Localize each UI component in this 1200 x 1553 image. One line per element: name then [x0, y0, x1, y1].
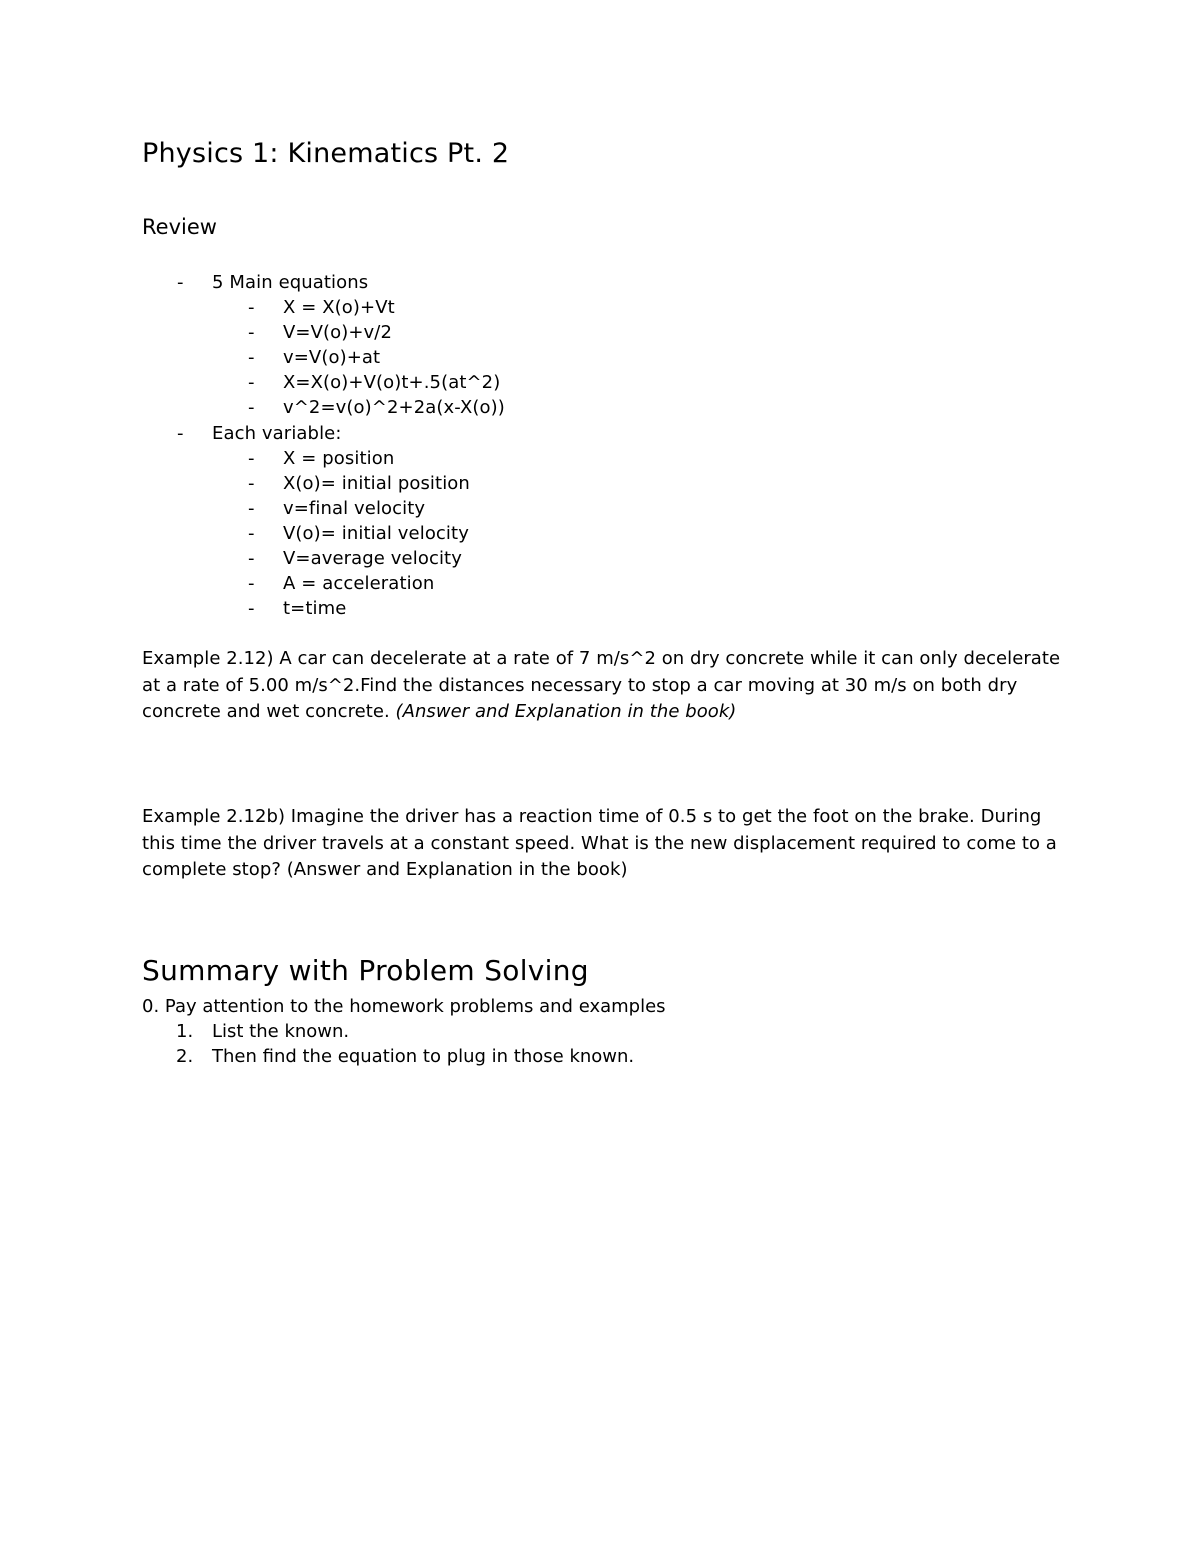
bullet-dash: -	[248, 473, 255, 494]
variable-item: V=average velocity	[283, 548, 462, 569]
bullet-dash: -	[248, 322, 255, 343]
bullet-dash: -	[248, 548, 255, 569]
variable-item: X(o)= initial position	[283, 473, 470, 494]
equation-item: v=V(o)+at	[283, 347, 381, 368]
bullet-dash: -	[248, 598, 255, 619]
step-text: List the known.	[212, 1021, 350, 1042]
example-2-12-paragraph	[142, 646, 1072, 726]
variable-item: v=final velocity	[283, 498, 426, 519]
step-number: 2.	[176, 1046, 194, 1067]
bullet-dash: -	[248, 297, 255, 318]
bullet-dash: -	[248, 448, 255, 469]
variable-item: X = position	[283, 448, 395, 469]
bullet-dash: -	[177, 272, 184, 293]
equation-item: X=X(o)+V(o)t+.5(at^2)	[283, 372, 501, 393]
step-number: 1.	[176, 1021, 194, 1042]
variable-item: A = acceleration	[283, 573, 435, 594]
bullet-dash: -	[248, 573, 255, 594]
main-equations-label: 5 Main equations	[212, 272, 369, 293]
equation-item: X = X(o)+Vt	[283, 297, 395, 318]
bullet-dash: -	[248, 372, 255, 393]
bullet-dash: -	[248, 523, 255, 544]
summary-heading: Summary with Problem Solving	[142, 954, 589, 987]
example-2-12-text: Example 2.12) A car can decelerate at a rate of 7 m/s^2 on dry concrete while it can only decelerate at a rate of 5.00 m/s^2.Find the distances necessary to stop a car moving at 30 m/s on both dry concrete and wet concrete.	[142, 648, 1061, 722]
bullet-dash: -	[177, 423, 184, 444]
review-heading: Review	[142, 215, 217, 239]
variables-label: Each variable:	[212, 423, 342, 444]
document-title: Physics 1: Kinematics Pt. 2	[142, 138, 510, 169]
variable-item: V(o)= initial velocity	[283, 523, 469, 544]
summary-intro: 0. Pay attention to the homework problems and examples	[142, 996, 666, 1017]
step-text: Then find the equation to plug in those known.	[212, 1046, 635, 1067]
variable-item: t=time	[283, 598, 347, 619]
example-2-12-note: (Answer and Explanation in the book)	[395, 701, 737, 722]
equation-item: V=V(o)+v/2	[283, 322, 393, 343]
bullet-dash: -	[248, 498, 255, 519]
bullet-dash: -	[248, 397, 255, 418]
example-2-12b-paragraph: Example 2.12b) Imagine the driver has a reaction time of 0.5 s to get the foot on the brake. During this time the driver travels at a constant speed. What is the new displacement required to come to a complete stop? (Answer and Explanation in the book)	[142, 806, 1057, 880]
equation-item: v^2=v(o)^2+2a(x-X(o))	[283, 397, 505, 418]
bullet-dash: -	[248, 347, 255, 368]
